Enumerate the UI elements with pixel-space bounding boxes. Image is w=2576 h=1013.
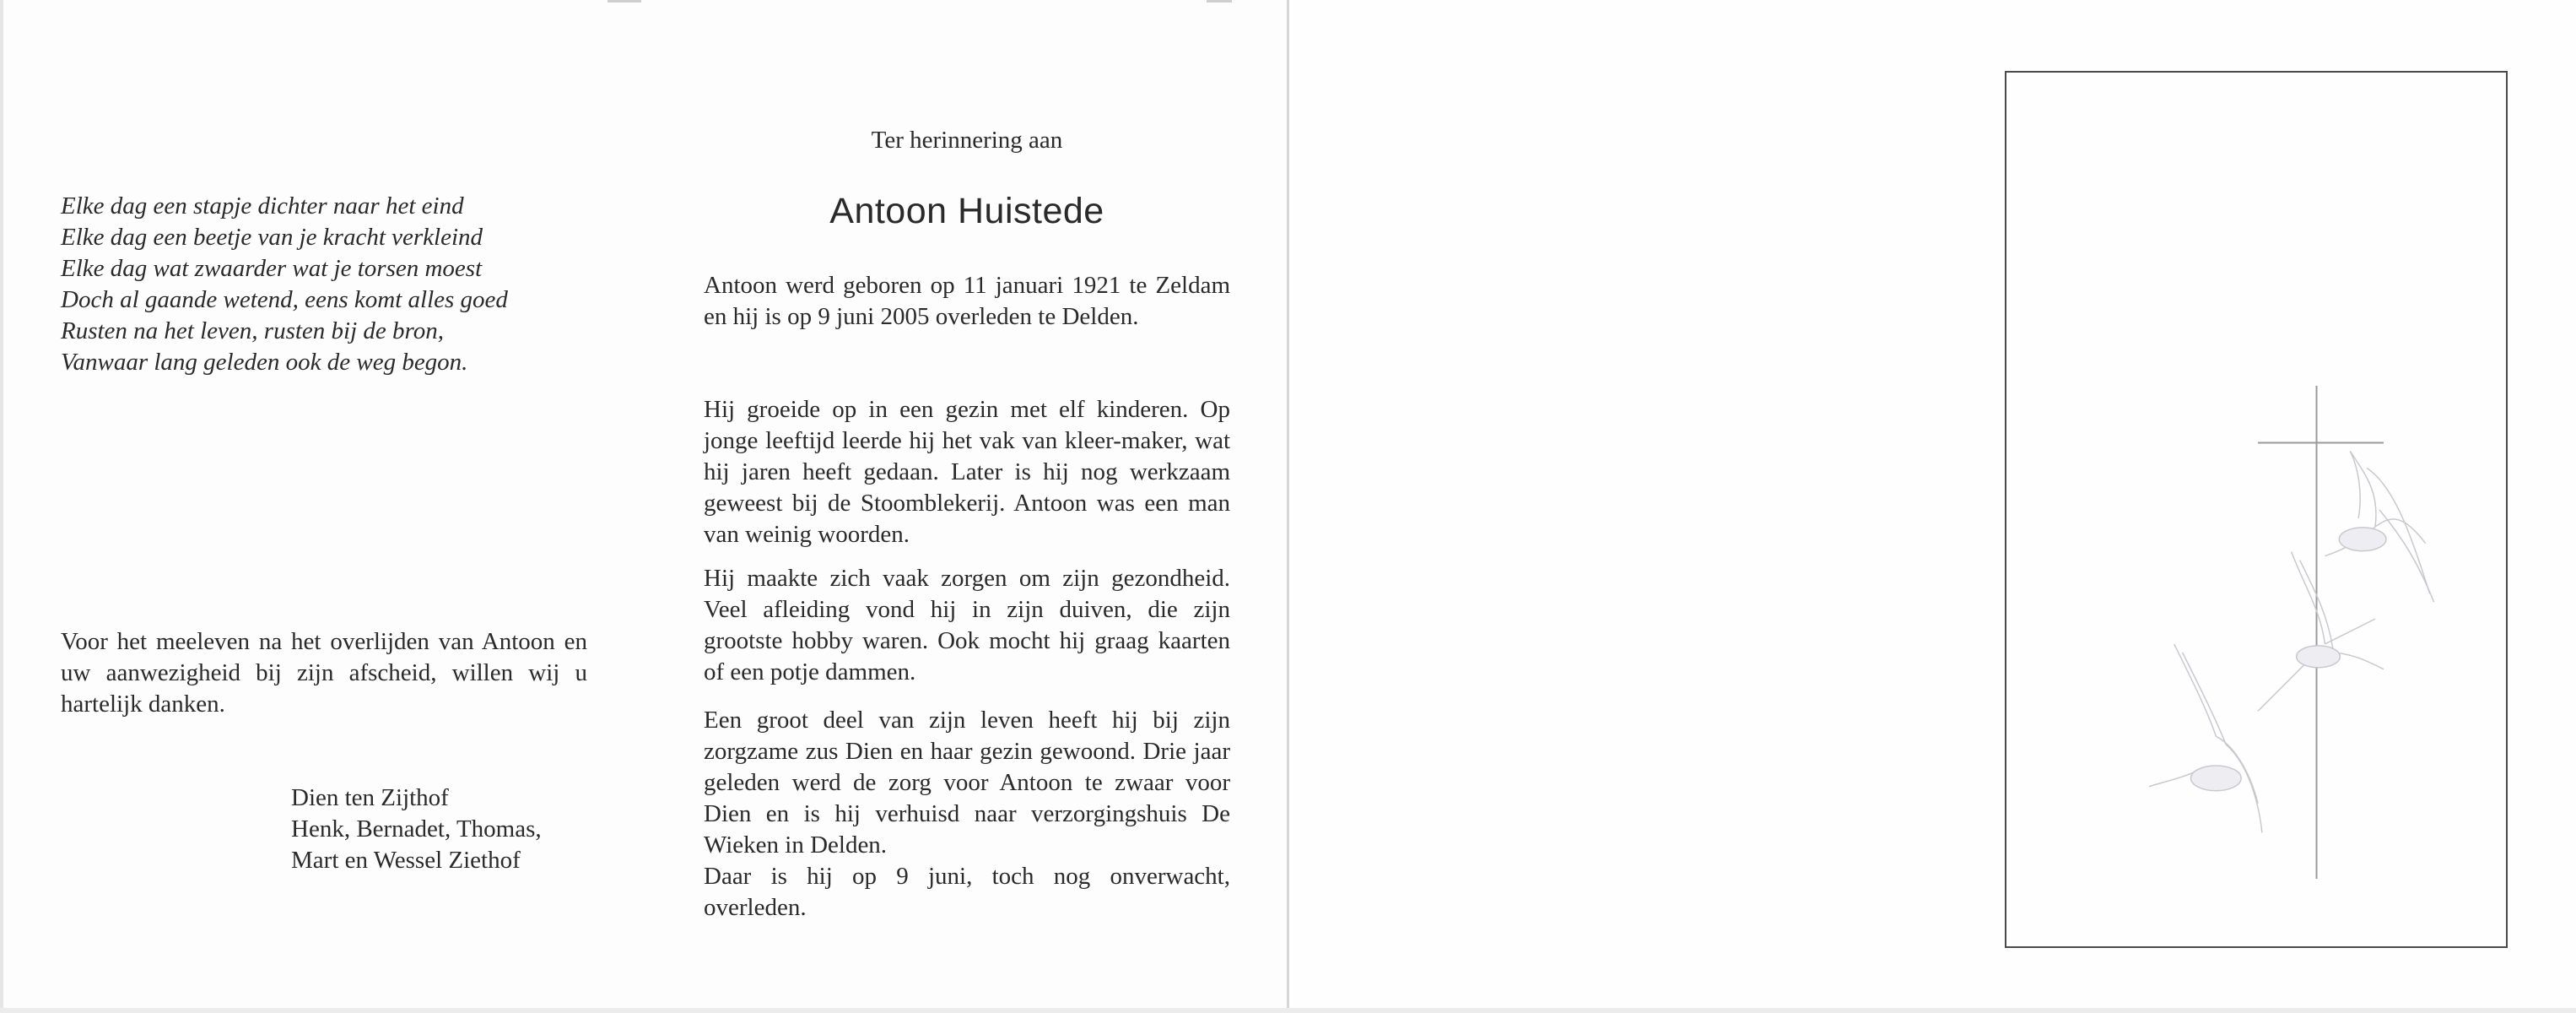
signoff-line: Henk, Bernadet, Thomas, (291, 815, 542, 842)
dove-icon (2325, 451, 2433, 602)
poem-line: Elke dag wat zwaarder wat je torsen moest (61, 255, 483, 282)
dove-icon (2149, 644, 2262, 832)
signoff-line: Dien ten Zijthof (291, 784, 449, 811)
bio-text: Antoon werd geboren op 11 januari 1921 te Zeldam en hij is op 9 juni 2005 overleden te Delden. (704, 272, 1230, 330)
cover-illustration (2006, 73, 2506, 946)
bio-text: Een groot deel van zijn leven heeft hij bij zijn zorgzame zus Dien en haar gezin gewoond. Drie jaar geleden werd de zorg voor Antoon te zwaar voor Dien en is hij verhuisd naar verzorgingshuis De Wieken in Delden. (704, 707, 1230, 859)
poem-line: Vanwaar lang geleden ook de weg begon. (61, 349, 468, 376)
bio-paragraph-hobbies (704, 563, 1230, 688)
cover-frame (2005, 71, 2508, 948)
poem-line: Elke dag een stapje dichter naar het eind (61, 192, 464, 219)
bio-paragraph-passing (704, 861, 1230, 924)
poem-line: Doch al gaande wetend, eens komt alles goed (61, 286, 508, 313)
bio-paragraph-youth (704, 394, 1230, 550)
bio-text: Hij maakte zich vaak zorgen om zijn gezondheid. Veel afleiding vond hij in zijn duiven, die zijn grootste hobby waren. Ook mocht hij graag kaarten of een potje dammen. (704, 565, 1230, 685)
poem (61, 191, 508, 378)
cross-icon (2258, 386, 2384, 879)
in-memory-heading: Ter herinnering aan (871, 127, 1063, 154)
bio-text: Hij groeide op in een gezin met elf kinderen. Op jonge leeftijd leerde hij het vak van kleer-maker, wat hij jaren heeft gedaan. Later is hij nog werkzaam geweest bij de Stoomblekerij. Antoon was een man van weinig woorden. (704, 396, 1230, 548)
bio-paragraph-family (704, 705, 1230, 861)
family-signoff (291, 783, 542, 876)
bio-text: Daar is hij op 9 juni, toch nog onverwacht, overleden. (704, 863, 1230, 921)
signoff-line: Mart en Wessel Ziethof (291, 847, 521, 874)
bio-paragraph-birth (704, 270, 1230, 333)
poem-line: Rusten na het leven, rusten bij de bron, (61, 317, 444, 344)
poem-line: Elke dag een beetje van je kracht verkleind (61, 224, 483, 251)
crop-mark (1207, 0, 1232, 3)
dove-icon (2258, 552, 2384, 712)
card-cover-page (1292, 0, 2576, 1013)
scan-bottom-edge (0, 1008, 2576, 1013)
thank-you-text: Voor het meeleven na het overlijden van Antoon en uw aanwezigheid bij zijn afscheid, willen wij u hartelijk danken. (61, 628, 587, 718)
deceased-name: Antoon Huistede (829, 191, 1104, 231)
crop-mark (608, 0, 641, 3)
